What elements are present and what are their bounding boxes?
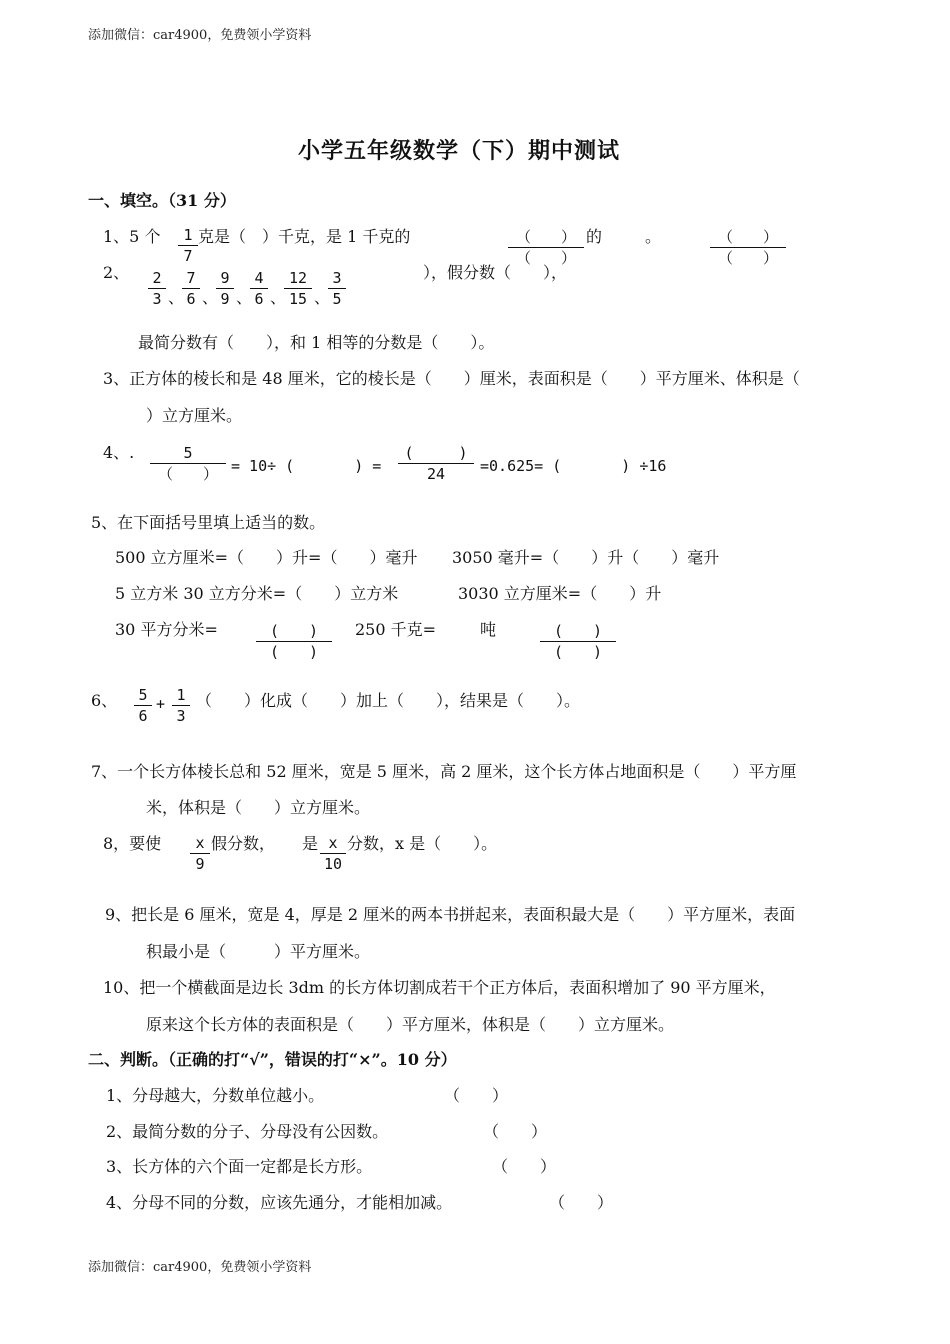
blank-num: ( ) <box>269 622 319 640</box>
judge-mark-1[interactable]: （ ） <box>444 1086 509 1105</box>
q6-fraction-2 <box>172 686 190 725</box>
q8-fraction-1 <box>190 834 210 873</box>
fraction-separator: 、 <box>236 288 253 307</box>
q6-f2-den: 3 <box>176 707 186 725</box>
q1-text2: 的 <box>586 227 603 246</box>
q6-f2-num: 1 <box>176 686 186 704</box>
fraction-separator: 、 <box>168 288 185 307</box>
q5-blank-fraction-1[interactable] <box>256 622 332 661</box>
q1-text3: 。 <box>645 227 662 246</box>
judge-item-1: 1、分母越大，分数单位越小。 <box>106 1086 325 1105</box>
q3-line1: 3、正方体的棱长和是 48 厘米，它的棱长是（ ）厘米，表面积是（ ）平方厘米、体积是（ <box>103 369 800 388</box>
q8-prefix: 8，要使 <box>103 834 162 853</box>
q8-tail: 分数，x 是（ ）。 <box>347 834 498 853</box>
q8-f1-num: x <box>195 834 205 852</box>
q4-fraction-2 <box>398 444 474 483</box>
fraction-separator: 、 <box>202 288 219 307</box>
q2-fraction <box>148 269 166 308</box>
q2-line2: 最简分数有（ ），和 1 相等的分数是（ ）。 <box>138 333 495 352</box>
q5-row2a: 5 立方米 30 立方分米=（ ）立方米 <box>115 584 399 603</box>
fraction-denominator: 3 <box>152 290 162 308</box>
q1-prefix: 1、5 个 <box>103 227 161 246</box>
q6-text: （ ）化成（ ）加上（ ），结果是（ ）。 <box>196 691 581 710</box>
blank-den: （ ） <box>515 249 576 267</box>
q6-f1-den: 6 <box>138 707 148 725</box>
footer-watermark: 添加微信：car4900，免费领小学资料 <box>88 1260 312 1275</box>
q1-fraction <box>178 226 198 265</box>
q6-fraction-1 <box>134 686 152 725</box>
judge-item-3: 3、长方体的六个面一定都是长方形。 <box>106 1157 373 1176</box>
q5-row1b: 3050 毫升=（ ）升（ ）毫升 <box>452 548 720 567</box>
q2-text: ），假分数（ ）， <box>423 263 568 282</box>
blank-num: ( ) <box>553 622 603 640</box>
q4-mid: = 10÷ ( ) = <box>231 457 382 475</box>
q4-f1-num: 5 <box>183 444 193 462</box>
q4-prefix: 4、. <box>103 443 135 462</box>
q4-f1-den: （ ） <box>157 465 218 483</box>
fraction-separator: 、 <box>270 288 287 307</box>
q1-blank-fraction-2[interactable] <box>710 228 786 267</box>
q4-f2-den: 24 <box>426 465 446 483</box>
q9-line2: 积最小是（ ）平方厘米。 <box>146 942 371 961</box>
q10-line1: 10、把一个横截面是边长 3dm 的长方体切割成若干个正方体后，表面积增加了 90 平方厘米， <box>103 978 776 997</box>
fraction-denominator: 9 <box>220 290 230 308</box>
q8-fraction-2 <box>320 834 346 873</box>
q5-row1a: 500 立方厘米=（ ）升=（ ）毫升 <box>115 548 418 567</box>
q9-line1: 9、把长是 6 厘米，宽是 4，厚是 2 厘米的两本书拼起来，表面积最大是（ ）平方厘米，表面 <box>105 905 796 924</box>
fraction-numerator: 12 <box>288 269 308 287</box>
blank-den: （ ） <box>717 249 778 267</box>
q5-row3c: 吨 <box>480 620 497 639</box>
blank-den: ( ) <box>269 643 319 661</box>
fraction-denominator: 5 <box>332 290 342 308</box>
fraction-denominator: 15 <box>288 290 308 308</box>
fraction-numerator: 3 <box>332 269 342 287</box>
blank-den: ( ) <box>553 643 603 661</box>
fraction-numerator: 9 <box>220 269 230 287</box>
blank-num: （ ） <box>717 228 778 246</box>
q2-fraction <box>216 269 234 308</box>
q3-line2: ）立方厘米。 <box>146 406 243 425</box>
judge-mark-3[interactable]: （ ） <box>492 1157 557 1176</box>
fraction-separator: 、 <box>314 288 331 307</box>
fraction-denominator: 6 <box>186 290 196 308</box>
header-watermark: 添加微信：car4900，免费领小学资料 <box>88 28 312 43</box>
q4-f2-num: ( ) <box>404 444 468 462</box>
fraction-numerator: 2 <box>152 269 162 287</box>
judge-mark-2[interactable]: （ ） <box>483 1122 548 1141</box>
q5-blank-fraction-2[interactable] <box>540 622 616 661</box>
q1-text: 克是（ ）千克，是 1 千克的 <box>198 227 411 246</box>
q6-plus: + <box>156 695 166 713</box>
fraction-denominator: 6 <box>254 290 264 308</box>
fraction-numerator: 7 <box>186 269 196 287</box>
fraction-numerator: 4 <box>254 269 264 287</box>
judge-item-4: 4、分母不同的分数，应该先通分，才能相加减。 <box>106 1193 453 1212</box>
section2-heading: 二、判断。（正确的打“√”，错误的打“×”。10 分） <box>88 1050 457 1069</box>
q2-fraction <box>250 269 268 308</box>
q2-prefix: 2、 <box>103 263 130 282</box>
q8-mid: 假分数， <box>211 834 276 853</box>
q2-fraction <box>328 269 346 308</box>
q8-f1-den: 9 <box>195 855 205 873</box>
q8-f2-num: x <box>328 834 338 852</box>
q5-row3a: 30 平方分米= <box>115 620 218 639</box>
q4-fraction-1 <box>150 444 226 483</box>
q1-frac-num: 1 <box>183 226 193 244</box>
q1-frac-den: 7 <box>183 247 193 265</box>
blank-num: （ ） <box>515 228 576 246</box>
q8-mid2: 是 <box>302 834 319 853</box>
q6-f1-num: 5 <box>138 686 148 704</box>
q5-row3b: 250 千克= <box>355 620 437 639</box>
q5-heading: 5、在下面括号里填上适当的数。 <box>91 513 326 532</box>
page-title: 小学五年级数学（下）期中测试 <box>298 138 621 164</box>
q7-line1: 7、一个长方体棱长总和 52 厘米，宽是 5 厘米，高 2 厘米，这个长方体占地面积是（ ）平方厘 <box>91 762 797 781</box>
judge-mark-4[interactable]: （ ） <box>549 1193 614 1212</box>
q2-fraction <box>284 269 312 308</box>
q8-f2-den: 10 <box>323 855 343 873</box>
q4-tail: =0.625= ( ) ÷16 <box>480 457 667 475</box>
judge-item-2: 2、最简分数的分子、分母没有公因数。 <box>106 1122 389 1141</box>
q10-line2: 原来这个长方体的表面积是（ ）平方厘米，体积是（ ）立方厘米。 <box>146 1015 675 1034</box>
q2-fraction <box>182 269 200 308</box>
q6-prefix: 6、 <box>91 691 118 710</box>
q7-line2: 米，体积是（ ）立方厘米。 <box>146 798 371 817</box>
q5-row2b: 3030 立方厘米=（ ）升 <box>458 584 662 603</box>
section1-heading: 一、填空。（31 分） <box>88 191 236 210</box>
